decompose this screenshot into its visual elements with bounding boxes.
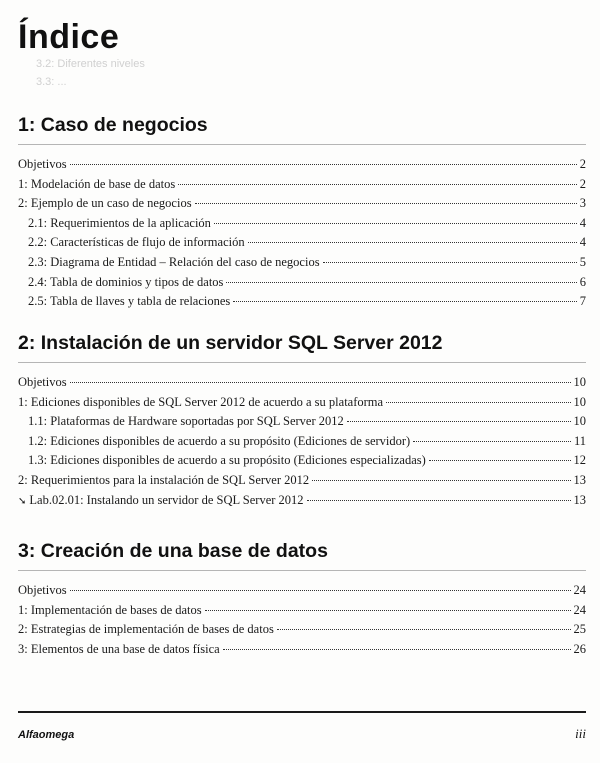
toc-entries	[18, 373, 586, 510]
toc-entry[interactable]	[18, 155, 586, 175]
toc-entry-label: 2.5: Tabla de llaves y tabla de relaciones	[28, 294, 231, 309]
dot-leader	[205, 610, 571, 611]
bleed-through-text: 3.3: ...	[36, 76, 67, 88]
toc-entry[interactable]	[18, 601, 586, 621]
toc-subentry[interactable]	[18, 292, 586, 312]
chapter-3-section	[18, 538, 586, 659]
toc-entries	[18, 581, 586, 659]
chapter-title: 2: Instalación de un servidor SQL Server 2012	[18, 330, 586, 363]
toc-entry-page: 6	[579, 274, 586, 289]
toc-entry[interactable]	[18, 393, 586, 413]
dot-leader	[226, 282, 576, 283]
toc-entry-label: 2.2: Características de flujo de información	[28, 235, 245, 250]
toc-entry-label: 2.4: Tabla de dominios y tipos de datos	[28, 274, 224, 289]
toc-subentry[interactable]	[18, 253, 586, 273]
toc-entry[interactable]	[18, 373, 586, 393]
dot-leader	[223, 649, 571, 650]
dot-leader	[429, 460, 571, 461]
toc-entry-label: 1: Implementación de bases de datos	[18, 602, 202, 617]
toc-entry-label: 3: Elementos de una base de datos física	[18, 641, 220, 656]
toc-entry-page: 10	[573, 394, 586, 409]
toc-entries	[18, 155, 586, 312]
page-footer	[18, 711, 586, 741]
bleed-through-text: 3.2: Diferentes niveles	[36, 58, 145, 70]
toc-entry-page: 10	[573, 375, 586, 389]
dot-leader	[70, 164, 577, 165]
toc-entry-label: Objetivos	[18, 583, 67, 597]
dot-leader	[70, 590, 571, 591]
toc-entry-page: 25	[573, 622, 586, 637]
toc-entry-page: 26	[573, 641, 586, 656]
toc-entry-label: 1.1: Plataformas de Hardware soportadas por SQL Server 2012	[28, 414, 344, 429]
page-number: iii	[575, 726, 586, 741]
toc-entry-page: 4	[579, 235, 586, 250]
toc-entry-label: Objetivos	[18, 157, 67, 171]
toc-entry-label: 1: Modelación de base de datos	[18, 176, 176, 191]
toc-entry-label: 1.2: Ediciones disponibles de acuerdo a su propósito (Ediciones de servidor)	[28, 433, 411, 448]
toc-subentry[interactable]	[18, 451, 586, 471]
toc-entry-label: 2: Estrategias de implementación de bases de datos	[18, 622, 274, 637]
toc-entry-page: 7	[579, 294, 586, 309]
dot-leader	[347, 421, 571, 422]
page-title: Índice	[18, 18, 120, 56]
toc-entry[interactable]	[18, 581, 586, 601]
toc-subentry[interactable]	[18, 432, 586, 452]
toc-entry-page: 2	[579, 157, 586, 171]
dot-leader	[312, 480, 570, 481]
dot-leader	[214, 223, 577, 224]
toc-entry-label: 2.3: Diagrama de Entidad – Relación del caso de negocios	[28, 254, 320, 269]
lab-arrow-icon: ➘	[18, 495, 27, 507]
chapter-title: 3: Creación de una base de datos	[18, 538, 586, 571]
toc-subentry[interactable]	[18, 233, 586, 253]
dot-leader	[323, 262, 577, 263]
dot-leader	[277, 629, 571, 630]
toc-entry-page: 24	[573, 602, 586, 617]
chapter-2-section	[18, 330, 586, 510]
toc-entry-label: 2: Requerimientos para la instalación de SQL Server 2012	[18, 472, 310, 487]
toc-entry-page: 10	[573, 414, 586, 429]
toc-subentry[interactable]	[18, 412, 586, 432]
chapter-title: 1: Caso de negocios	[18, 112, 586, 145]
publisher-name: Alfaomega	[18, 729, 75, 741]
dot-leader	[248, 242, 577, 243]
toc-entry-label: 2: Ejemplo de un caso de negocios	[18, 196, 192, 211]
toc-entry[interactable]	[18, 620, 586, 640]
toc-entry-page: 4	[579, 215, 586, 230]
dot-leader	[386, 402, 570, 403]
toc-subentry[interactable]	[18, 273, 586, 293]
toc-entry[interactable]	[18, 175, 586, 195]
toc-entry-page: 13	[573, 472, 586, 487]
toc-entry-page: 24	[573, 583, 586, 597]
dot-leader	[195, 203, 577, 204]
dot-leader	[233, 301, 576, 302]
chapter-1-section	[18, 112, 586, 312]
toc-entry-page: 12	[573, 453, 586, 468]
toc-entry-page: 2	[579, 176, 586, 191]
toc-entry[interactable]	[18, 471, 586, 491]
toc-entry-page: 5	[579, 254, 586, 269]
toc-entry-page: 3	[579, 196, 586, 211]
toc-entry-label: 2.1: Requerimientos de la aplicación	[28, 215, 211, 230]
toc-entry-label: 1: Ediciones disponibles de SQL Server 2012 de acuerdo a su plataforma	[18, 394, 384, 409]
toc-entry-label: Lab.02.01: Instalando un servidor de SQL Server 2012	[29, 492, 304, 507]
dot-leader	[178, 184, 577, 185]
dot-leader	[413, 441, 571, 442]
dot-leader	[70, 382, 571, 383]
toc-subentry[interactable]	[18, 214, 586, 234]
dot-leader	[307, 500, 571, 501]
toc-entry[interactable]	[18, 194, 586, 214]
toc-entry-lab[interactable]	[18, 491, 586, 511]
toc-entry-page: 11	[573, 433, 586, 448]
toc-entry-label: Objetivos	[18, 375, 67, 389]
toc-entry-page: 13	[573, 492, 586, 507]
toc-entry-label: 1.3: Ediciones disponibles de acuerdo a su propósito (Ediciones especializadas)	[28, 453, 426, 468]
toc-entry[interactable]	[18, 640, 586, 660]
